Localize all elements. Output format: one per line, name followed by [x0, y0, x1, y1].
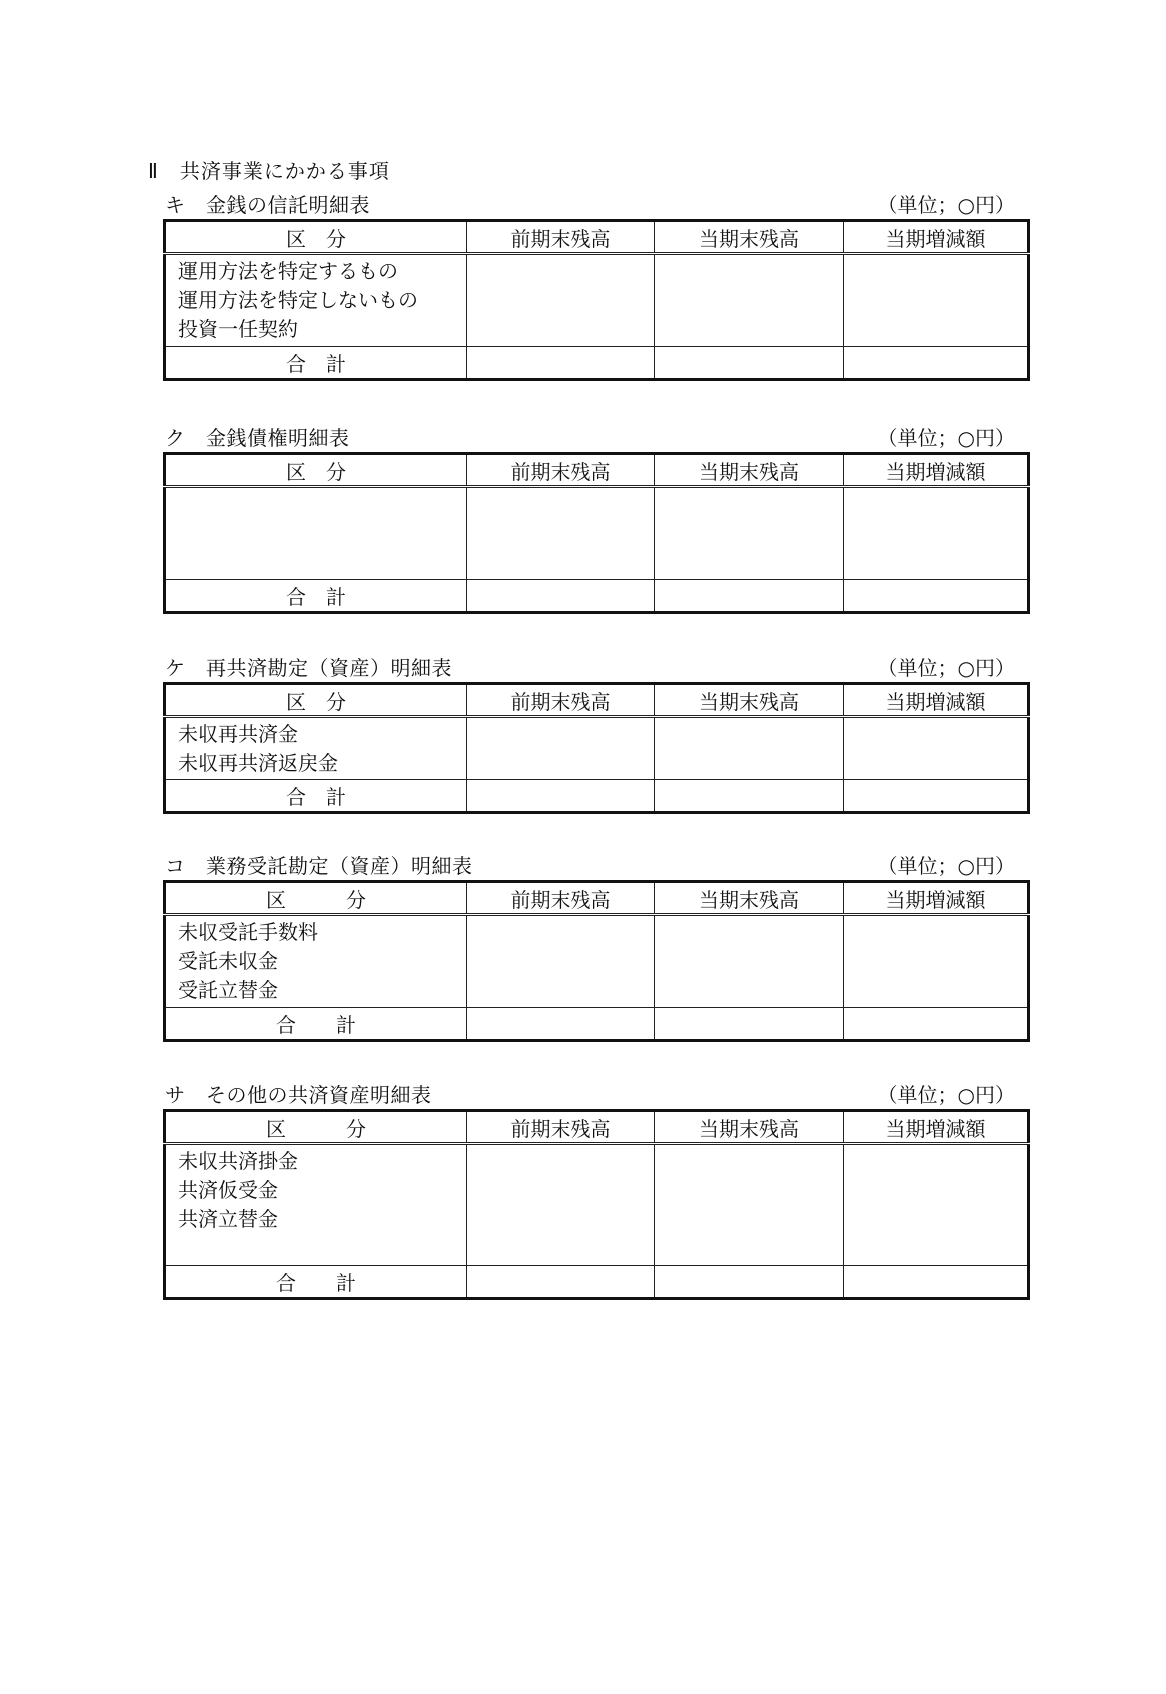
current-balance-cell: [655, 487, 844, 580]
page-heading: Ⅱ 共済事業にかかる事項: [148, 159, 390, 183]
items-cell: [165, 1144, 467, 1266]
section-title: ク 金銭債権明細表: [165, 426, 350, 450]
table-row: [165, 717, 1029, 780]
unit-label: （単位；○円）: [877, 854, 1015, 878]
header-change: 当期増減額: [844, 882, 1029, 915]
section-title-row: [163, 848, 1027, 880]
total-current-cell: [655, 580, 844, 613]
header-change: 当期増減額: [844, 221, 1029, 254]
total-change-cell: [844, 1008, 1029, 1041]
header-category: 区 分: [165, 882, 467, 915]
total-prior-cell: [467, 1266, 655, 1299]
list-item: 受託未収金: [178, 949, 278, 973]
total-label: 合 計: [165, 580, 467, 613]
list-item: 未収再共済返戻金: [178, 751, 338, 775]
section-business-consignment: [163, 848, 1027, 1042]
section-title-row: [163, 187, 1027, 219]
list-item: 共済立替金: [178, 1207, 278, 1231]
change-cell: [844, 717, 1029, 780]
table-header-row: [165, 1111, 1029, 1144]
section-title: コ 業務受託勘定（資産）明細表: [165, 854, 473, 878]
list-item: 未収受託手数料: [178, 920, 318, 944]
prior-balance-cell: [467, 487, 655, 580]
header-category: 区 分: [165, 684, 467, 717]
total-label: 合 計: [165, 347, 467, 380]
section-title: キ 金銭の信託明細表: [165, 193, 370, 217]
header-prior-balance: 前期末残高: [467, 1111, 655, 1144]
table-row: [165, 1144, 1029, 1266]
header-prior-balance: 前期末残高: [467, 221, 655, 254]
list-item: 未収再共済金: [178, 722, 298, 746]
table-row: [165, 487, 1029, 580]
header-change: 当期増減額: [844, 1111, 1029, 1144]
total-label: 合 計: [165, 1266, 467, 1299]
total-change-cell: [844, 1266, 1029, 1299]
total-label: 合 計: [165, 1008, 467, 1041]
total-row: [165, 347, 1029, 380]
current-balance-cell: [655, 1144, 844, 1266]
items-cell: [165, 487, 467, 580]
header-current-balance: 当期末残高: [655, 882, 844, 915]
header-prior-balance: 前期末残高: [467, 684, 655, 717]
list-item: 投資一任契約: [178, 317, 298, 341]
list-item: 未収共済掛金: [178, 1149, 298, 1173]
table-header-row: [165, 684, 1029, 717]
total-row: [165, 1266, 1029, 1299]
total-prior-cell: [467, 347, 655, 380]
items-cell: [165, 254, 467, 347]
total-prior-cell: [467, 780, 655, 813]
business-consignment-table: [163, 880, 1030, 1042]
section-other-assets: [163, 1077, 1027, 1300]
total-change-cell: [844, 347, 1029, 380]
list-item: 共済仮受金: [178, 1178, 278, 1202]
reinsurance-table: [163, 682, 1030, 814]
list-item: 受託立替金: [178, 978, 278, 1002]
header-current-balance: 当期末残高: [655, 221, 844, 254]
section-money-trust: [163, 187, 1027, 381]
header-prior-balance: 前期末残高: [467, 882, 655, 915]
unit-label: （単位；○円）: [877, 656, 1015, 680]
section-title: サ その他の共済資産明細表: [165, 1083, 432, 1107]
list-item: 運用方法を特定するもの: [178, 259, 398, 283]
items-cell: [165, 717, 467, 780]
current-balance-cell: [655, 717, 844, 780]
section-title-row: [163, 420, 1027, 452]
list-item: 運用方法を特定しないもの: [178, 288, 418, 312]
section-title-row: [163, 1077, 1027, 1109]
total-current-cell: [655, 1008, 844, 1041]
header-change: 当期増減額: [844, 684, 1029, 717]
other-assets-table: [163, 1109, 1030, 1300]
unit-label: （単位；○円）: [877, 1083, 1015, 1107]
total-prior-cell: [467, 1008, 655, 1041]
total-prior-cell: [467, 580, 655, 613]
section-money-claims: [163, 420, 1027, 614]
change-cell: [844, 1144, 1029, 1266]
total-change-cell: [844, 780, 1029, 813]
change-cell: [844, 487, 1029, 580]
prior-balance-cell: [467, 254, 655, 347]
header-current-balance: 当期末残高: [655, 454, 844, 487]
total-current-cell: [655, 1266, 844, 1299]
total-row: [165, 780, 1029, 813]
header-category: 区 分: [165, 454, 467, 487]
table-header-row: [165, 221, 1029, 254]
prior-balance-cell: [467, 915, 655, 1008]
total-current-cell: [655, 780, 844, 813]
total-row: [165, 1008, 1029, 1041]
total-current-cell: [655, 347, 844, 380]
header-current-balance: 当期末残高: [655, 684, 844, 717]
current-balance-cell: [655, 254, 844, 347]
money-claims-table: [163, 452, 1030, 614]
header-category: 区 分: [165, 221, 467, 254]
header-current-balance: 当期末残高: [655, 1111, 844, 1144]
header-category: 区 分: [165, 1111, 467, 1144]
total-label: 合 計: [165, 780, 467, 813]
table-row: [165, 915, 1029, 1008]
section-title: ケ 再共済勘定（資産）明細表: [165, 656, 452, 680]
section-reinsurance: [163, 650, 1027, 814]
table-header-row: [165, 882, 1029, 915]
total-row: [165, 580, 1029, 613]
items-cell: [165, 915, 467, 1008]
table-header-row: [165, 454, 1029, 487]
section-title-row: [163, 650, 1027, 682]
header-change: 当期増減額: [844, 454, 1029, 487]
money-trust-table: [163, 219, 1030, 381]
total-change-cell: [844, 580, 1029, 613]
table-row: [165, 254, 1029, 347]
change-cell: [844, 915, 1029, 1008]
unit-label: （単位；○円）: [877, 193, 1015, 217]
header-prior-balance: 前期末残高: [467, 454, 655, 487]
change-cell: [844, 254, 1029, 347]
current-balance-cell: [655, 915, 844, 1008]
unit-label: （単位；○円）: [877, 426, 1015, 450]
prior-balance-cell: [467, 717, 655, 780]
prior-balance-cell: [467, 1144, 655, 1266]
